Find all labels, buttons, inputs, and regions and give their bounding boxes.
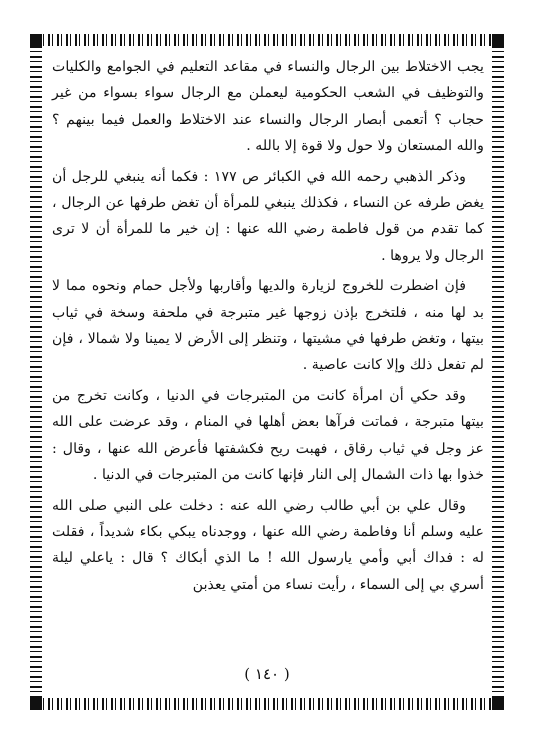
paragraph: يجب الاختلاط بين الرجال والنساء في مقاعد التعليم في الجوامع والكليات والتوظيف في الشعب الحكومية ليعملن مع الرجال سواء بسواء من غير حجاب ؟ أتعمى أبصار الرجال والنساء عند الاختلاط والعمل فيما بينهم ؟ والله المستعان ولا حول ولا قوة إلا بالله . <box>52 59 484 155</box>
border-top <box>30 34 504 46</box>
border-right <box>492 46 504 698</box>
paragraph: وقد حكي أن امرأة كانت من المتبرجات في الدنيا ، وكانت تخرج من بيتها متبرجة ، فماتت فرآها بعض أهلها في المنام ، وقد عرضت على الله عز وجل في ثياب رقاق ، فهبت ريح فكشفتها فأعرض الله عنها ، وقال : خذوا بها ذات الشمال إلى النار فإنها كانت من المتبرجات في الدنيا . <box>52 387 484 484</box>
paragraph: وقال علي بن أبي طالب رضي الله عنه : دخلت على النبي صلى الله عليه وسلم أنا وفاطمة رضي الله عنها ، ووجدناه يبكي بكاء شديداً ، فقلت له : فداك أبي وأمي يارسول الله ! ما الذي أبكاك ؟ قال : ياعلي ليلة أسري بي إلى السماء ، رأيت نساء من أمتي يعذبن <box>52 497 484 593</box>
paragraph: وذكر الذهبي رحمه الله في الكبائر ص ١٧٧ : فكما أنه ينبغي للرجل أن يغض طرفه عن النساء ، فكذلك ينبغي للمرأة أن تغض طرفها عن الرجال ، كما تقدم من قول فاطمة رضي الله عنها : إن خير ما للمرأة أن لا ترى الرجال ولا يروها . <box>52 168 484 264</box>
body-text <box>52 54 484 602</box>
page-number: ( ١٤٠ ) <box>244 665 290 683</box>
border-corner <box>30 34 42 46</box>
border-left <box>30 46 42 698</box>
border-bottom <box>30 698 504 710</box>
border-corner <box>492 34 504 46</box>
border-corner <box>492 698 504 710</box>
paragraph: فإن اضطرت للخروج لزيارة والديها وأقاربها ولأجل حمام ونحوه مما لا بد لها منه ، فلتخرج بإذن زوجها غير متبرجة في ملحفة وسخة في ثياب بيتها ، وتغض طرفها في مشيتها ، وتنظر إلى الأرض لا يمينا ولا شمالا ، فإن لم تفعل ذلك وإلا كانت عاصية . <box>52 278 484 374</box>
border-corner <box>30 698 42 710</box>
